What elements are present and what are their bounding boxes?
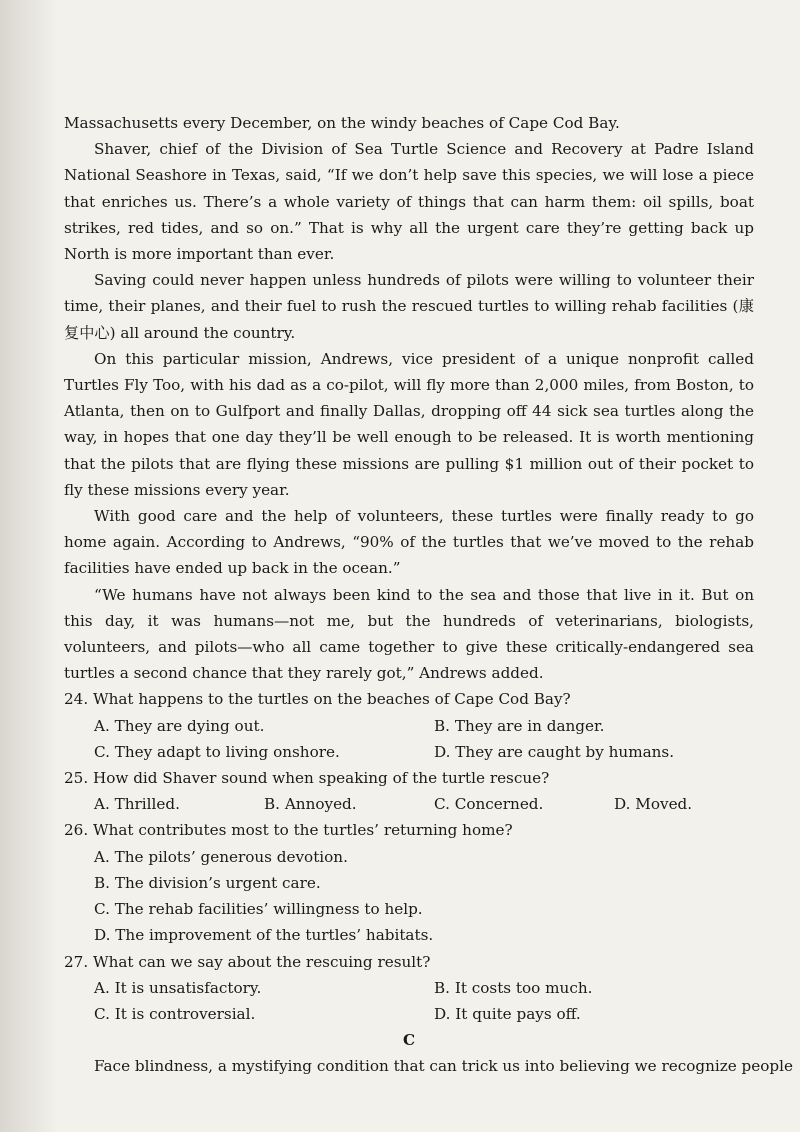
answer-option: B. It costs too much. <box>434 978 593 997</box>
question-stem: 25. How did Shaver sound when speaking of the turtle rescue? <box>64 769 550 788</box>
answer-option: C. The rehab facilities’ willingness to help. <box>94 900 423 919</box>
answer-option: C. They adapt to living onshore. <box>94 742 340 761</box>
passage-paragraph: “We humans have not always been kind to the sea and those that live in it. But on this day, it was humans—not me, but the hundreds of veterinarians, biologists, volunteers, and pilots—who all came together to give these critically-endangered sea turtles a second chance that they rarely got,” Andrews added. <box>64 585 754 683</box>
answer-option: B. The division’s urgent care. <box>94 873 321 892</box>
question-stem: 26. What contributes most to the turtles’ returning home? <box>64 821 513 840</box>
answer-option: C. Concerned. <box>434 795 544 814</box>
answer-options <box>64 791 754 817</box>
passage-paragraph: With good care and the help of volunteers, these turtles were finally ready to go home again. According to Andrews, “90% of the turtles that we’ve moved to the rehab facilities have ended up back in the ocean.” <box>64 507 754 578</box>
question-stem: 24. What happens to the turtles on the beaches of Cape Cod Bay? <box>64 690 571 709</box>
passage-paragraph: Massachusetts every December, on the windy beaches of Cape Cod Bay. <box>64 114 620 132</box>
passage-c-first-line: Face blindness, a mystifying condition that can trick us into believing we recognize people <box>94 1057 793 1076</box>
answer-option: A. They are dying out. <box>94 716 265 735</box>
question-block <box>64 686 754 765</box>
passage-b <box>64 110 754 686</box>
question-block <box>64 817 754 948</box>
page-edge-shadow <box>0 0 58 1132</box>
answer-options <box>64 844 754 949</box>
answer-option: B. Annoyed. <box>264 795 357 814</box>
passage-paragraph: Shaver, chief of the Division of Sea Turtle Science and Recovery at Padre Island National Seashore in Texas, said, “If we don’t help save this species, we will lose a piece that enriches us. There’s a whole variety of things that can harm them: oil spills, boat strikes, red tides, and so on.” That is why all the urgent care they’re getting back up North is more important than ever. <box>64 140 754 264</box>
answer-option: B. They are in danger. <box>434 716 605 735</box>
answer-option: D. They are caught by humans. <box>434 742 675 761</box>
answer-option: A. The pilots’ generous devotion. <box>94 847 348 866</box>
answer-options <box>64 713 754 765</box>
document-body <box>64 110 793 1080</box>
answer-option: D. The improvement of the turtles’ habitats. <box>94 926 434 945</box>
question-block <box>64 949 754 1028</box>
passage-paragraph: On this particular mission, Andrews, vice president of a unique nonprofit called Turtles Fly Too, with his dad as a co-pilot, will fly more than 2,000 miles, from Boston, to Atlanta, then on to Gulfport and finally Dallas, dropping off 44 sick sea turtles along the way, in hopes that one day they’ll be well enough to be released. It is worth mentioning that the pilots that are flying these missions are pulling $1 million out of their pocket to fly these missions every year. <box>64 349 754 499</box>
answer-options <box>64 975 754 1027</box>
question-stem: 27. What can we say about the rescuing result? <box>64 952 431 971</box>
answer-option: A. It is unsatisfactory. <box>94 978 262 997</box>
passage-paragraph: Saving could never happen unless hundreds of pilots were willing to volunteer their time, their planes, and their fuel to rush the rescued turtles to willing rehab facilities (康复中心) all around the country. <box>64 271 754 342</box>
question-block <box>64 765 754 817</box>
answer-option: D. It quite pays off. <box>434 1004 581 1023</box>
answer-option: A. Thrilled. <box>94 795 180 814</box>
answer-option: D. Moved. <box>614 795 693 814</box>
question-list <box>64 686 754 1027</box>
section-heading-c: C <box>402 1031 416 1050</box>
answer-option: C. It is controversial. <box>94 1004 256 1023</box>
